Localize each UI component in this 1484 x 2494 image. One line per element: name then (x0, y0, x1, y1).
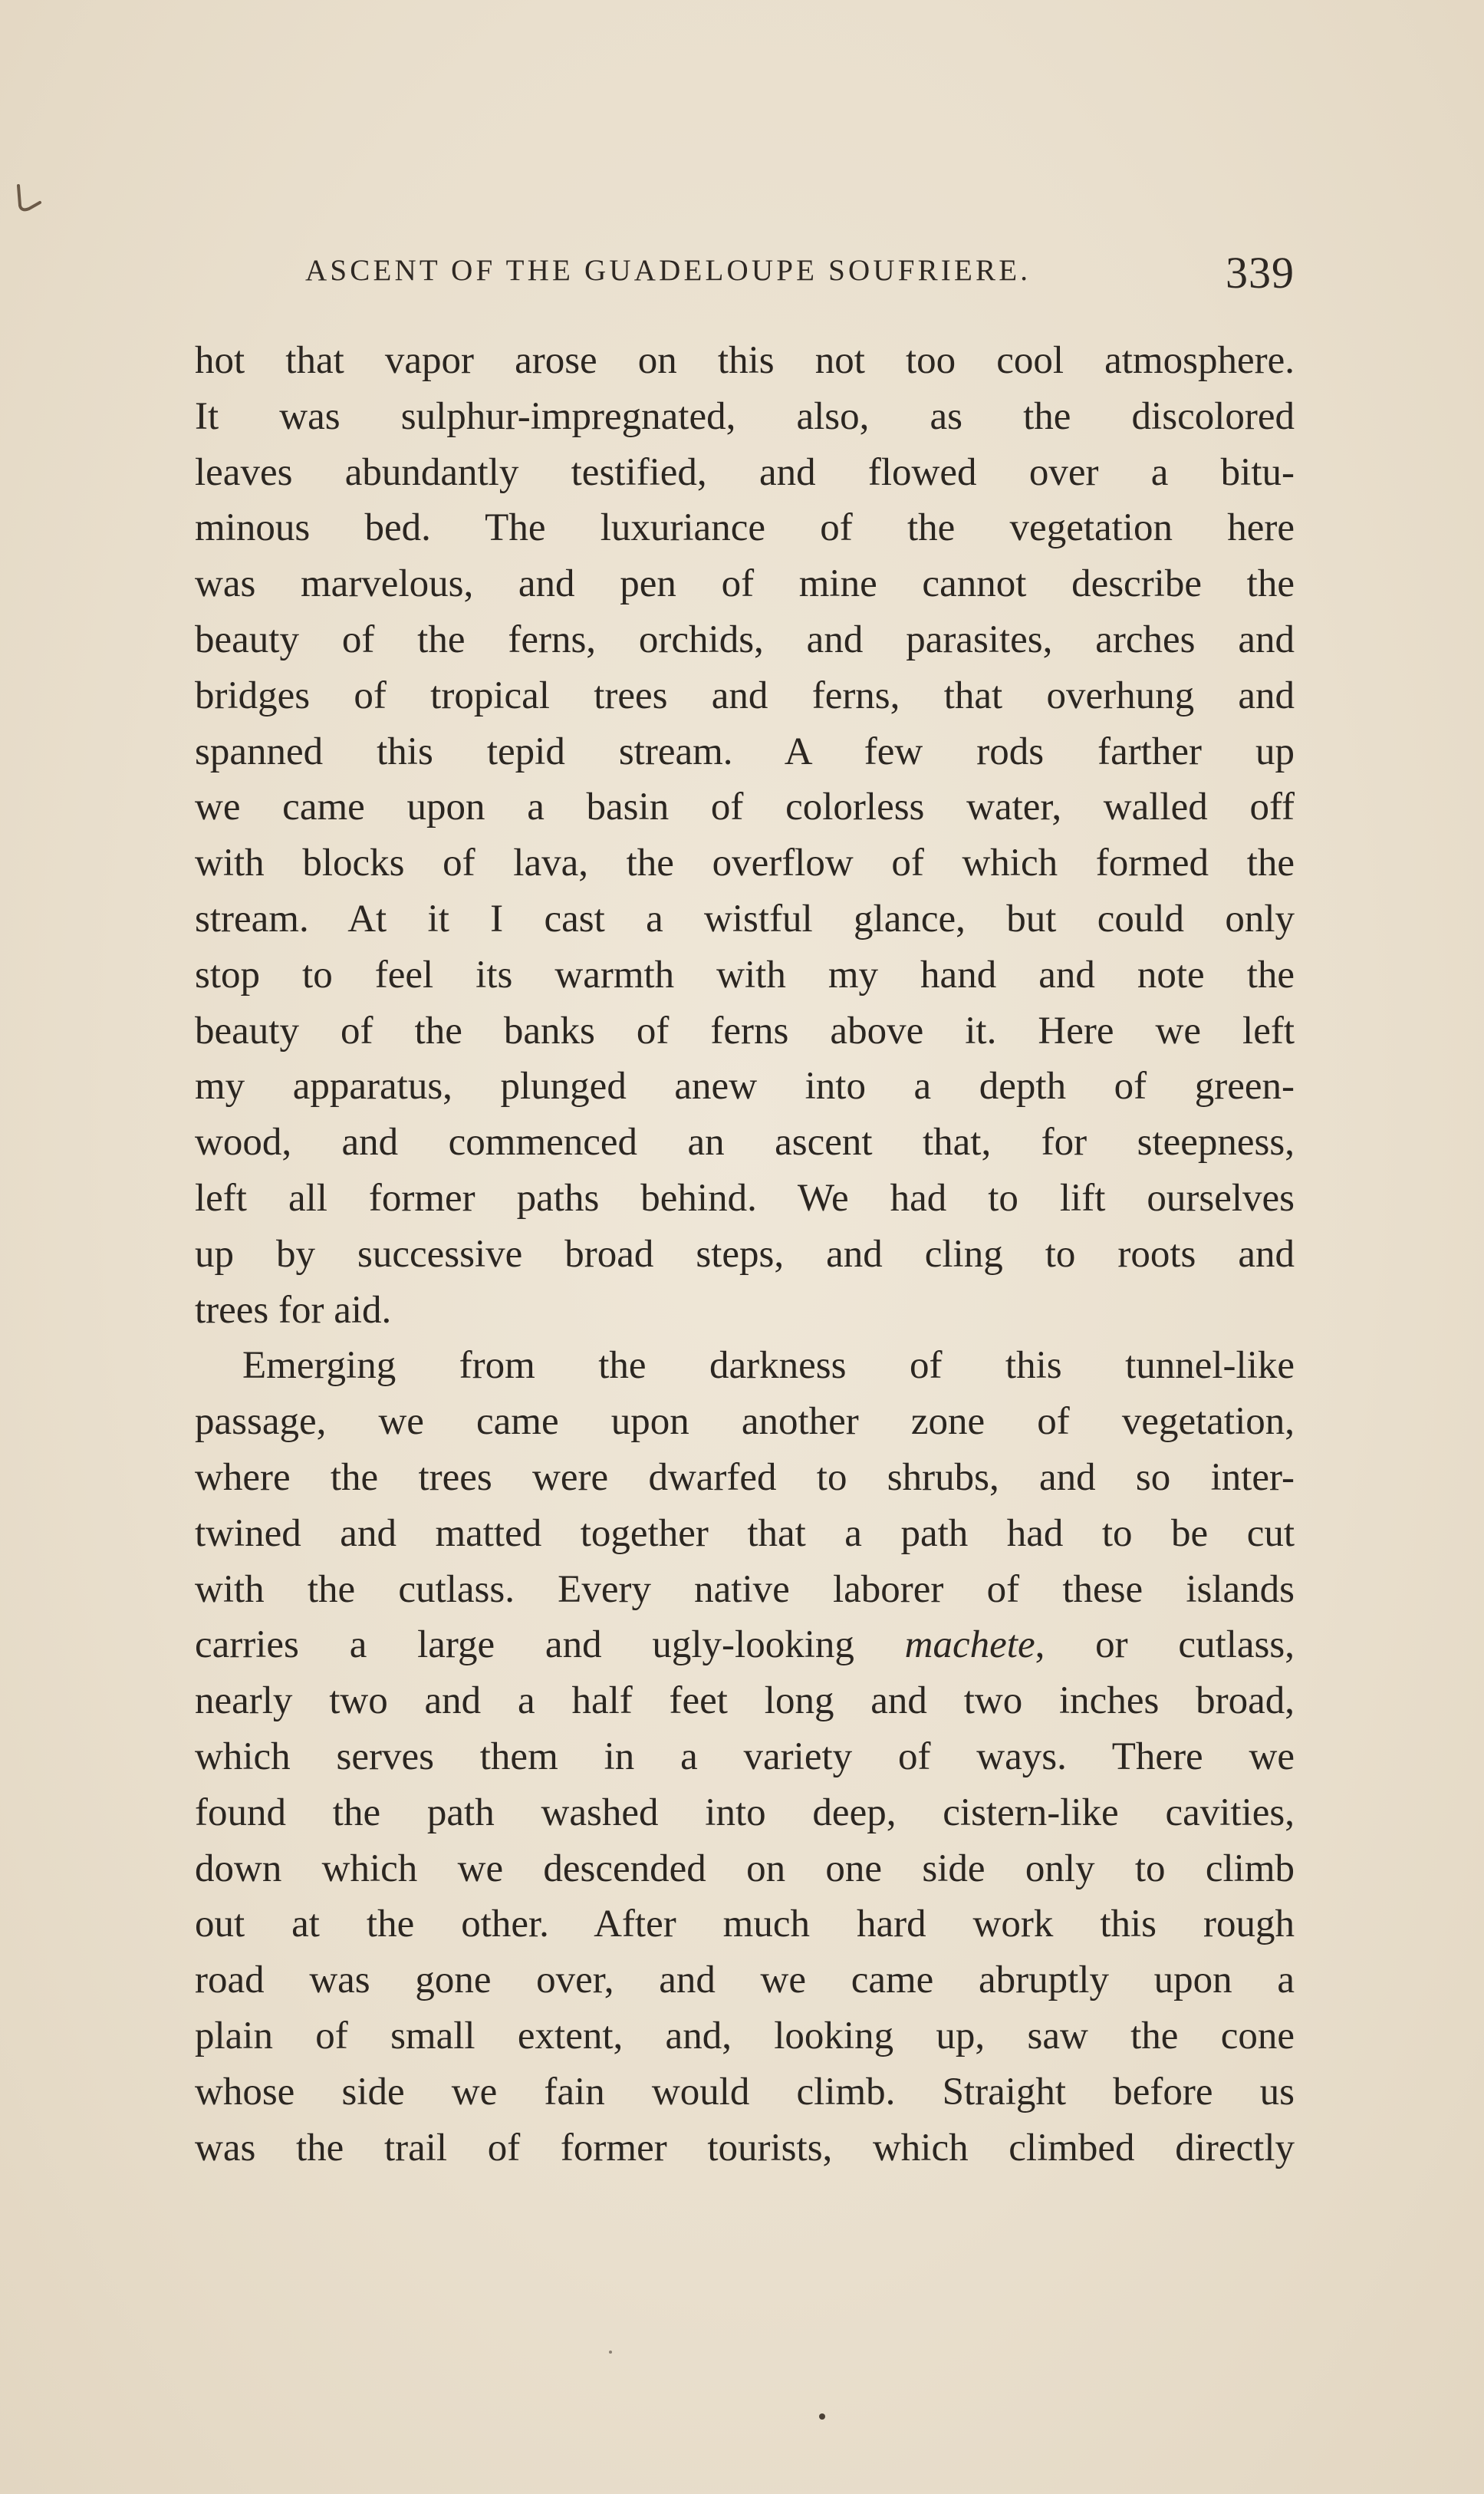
text-line: hot that vapor arose on this not too cool atmosphere. (195, 339, 1295, 382)
text-line: wood, and commenced an ascent that, for steepness, (195, 1121, 1295, 1165)
text-line: plain of small extent, and, looking up, saw the cone (195, 2014, 1295, 2057)
text-line: stop to feel its warmth with my hand and note the (195, 953, 1295, 997)
text-line: twined and matted together that a path had to be cut (195, 1511, 1295, 1555)
text-line: which serves them in a variety of ways. There we (195, 1735, 1295, 1778)
paragraph-1 (195, 333, 1295, 1338)
running-head (305, 247, 1295, 301)
text-line: was the trail of former tourists, which climbed directly (195, 2126, 1295, 2169)
paper-speck (819, 2413, 825, 2420)
text-line: nearly two and a half feet long and two inches broad, (195, 1679, 1295, 1723)
text-line: found the path washed into deep, cistern-like cavities, (195, 1791, 1295, 1834)
italic-word: machete (904, 1623, 1035, 1667)
text-line: minous bed. The luxuriance of the vegetation here (195, 506, 1295, 550)
text-segment: , or cutlass, (1035, 1623, 1295, 1667)
text-line: beauty of the banks of ferns above it. Here we left (195, 1009, 1295, 1053)
text-segment: carries a large and ugly-looking (195, 1623, 905, 1667)
text-line: stream. At it I cast a wistful glance, but could only (195, 897, 1295, 941)
text-line: passage, we came upon another zone of vegetation, (195, 1400, 1295, 1444)
text-line: beauty of the ferns, orchids, and parasites, arches and (195, 618, 1295, 661)
text-line: up by successive broad steps, and cling to roots and (195, 1232, 1295, 1276)
paragraph-2 (195, 1338, 1295, 2176)
text-line: was marvelous, and pen of mine cannot describe the (195, 562, 1295, 606)
text-line: my apparatus, plunged anew into a depth of green- (195, 1065, 1295, 1109)
text-line: road was gone over, and we came abruptly upon a (195, 1959, 1295, 2002)
text-line: where the trees were dwarfed to shrubs, and so inter- (195, 1455, 1295, 1499)
margin-mark (14, 183, 48, 216)
text-line: trees for aid. (195, 1288, 392, 1332)
text-line: spanned this tepid stream. A few rods farther up (195, 730, 1295, 773)
text-line: leaves abundantly testified, and flowed over a bitu- (195, 450, 1295, 494)
text-line: bridges of tropical trees and ferns, that overhung and (195, 674, 1295, 717)
text-line: with blocks of lava, the overflow of which formed the (195, 842, 1295, 885)
text-line: out at the other. After much hard work this rough (195, 1903, 1295, 1946)
text-line: left all former paths behind. We had to lift ourselves (195, 1176, 1295, 1220)
page-number: 339 (1226, 248, 1295, 298)
text-line: It was sulphur-impregnated, also, as the discolored (195, 394, 1295, 438)
text-line: we came upon a basin of colorless water, walled off (195, 786, 1295, 829)
paper-speck (609, 2351, 612, 2354)
running-title: ASCENT OF THE GUADELOUPE SOUFRIERE. (305, 254, 1032, 287)
text-line: with the cutlass. Every native laborer of these islands (195, 1567, 1295, 1611)
text-line: whose side we fain would climb. Straight before us (195, 2070, 1295, 2113)
body-text (195, 333, 1295, 2176)
text-line-machete (195, 1617, 1295, 1673)
text-line: Emerging from the darkness of this tunnel-like (242, 1344, 1295, 1388)
text-line: down which we descended on one side only to climb (195, 1847, 1295, 1890)
